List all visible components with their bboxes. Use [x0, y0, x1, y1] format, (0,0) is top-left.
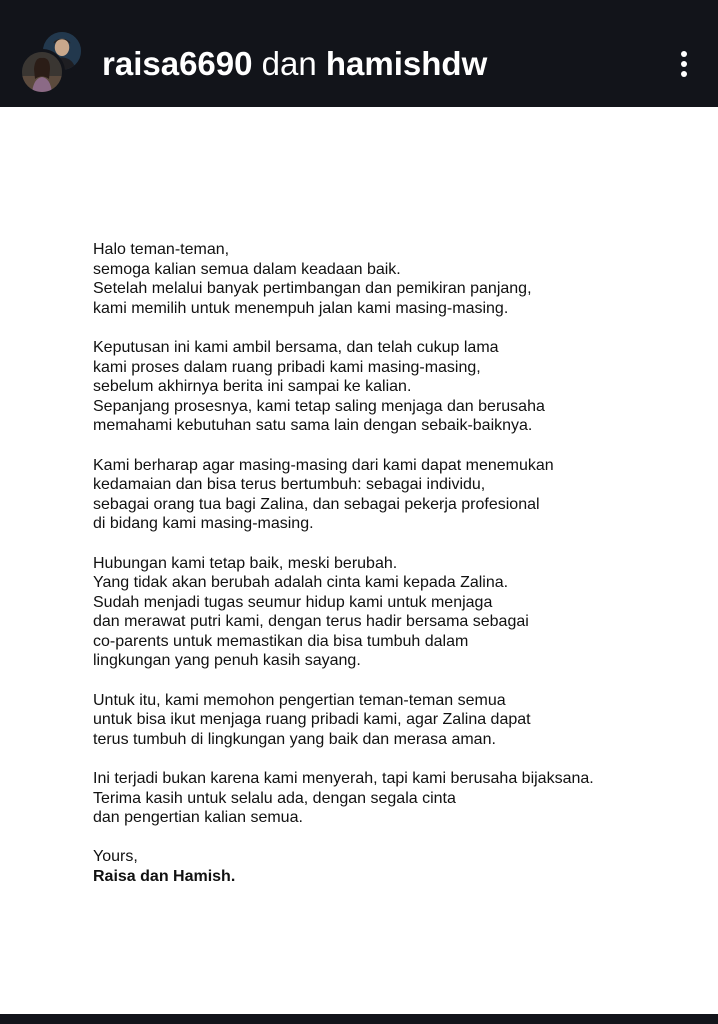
more-options-button[interactable] — [664, 44, 704, 84]
letter-line: Terima kasih untuk selalu ada, dengan segala cinta — [93, 789, 456, 807]
post-header — [0, 0, 718, 107]
letter-line: Kami berharap agar masing-masing dari kami dapat menemukan — [93, 456, 554, 474]
avatar-photo-icon — [22, 52, 62, 92]
letter-line: Keputusan ini kami ambil bersama, dan telah cukup lama — [93, 338, 499, 356]
letter-line: Halo teman-teman, — [93, 241, 230, 258]
letter-paragraph — [93, 338, 693, 436]
letter-line: untuk bisa ikut menjaga ruang pribadi kami, agar Zalina dapat — [93, 711, 531, 729]
letter-line: semoga kalian semua dalam keadaan baik. — [93, 260, 401, 278]
letter-line: terus tumbuh di lingkungan yang baik dan merasa aman. — [93, 730, 496, 748]
letter-line: Ini terjadi bukan karena kami menyerah, tapi kami berusaha bijaksana. — [93, 770, 594, 788]
avatar-raisa6690[interactable] — [19, 49, 65, 95]
letter-signature: Raisa dan Hamish. — [93, 868, 236, 885]
letter-paragraph — [93, 240, 693, 318]
letter-line: di bidang kami masing-masing. — [93, 515, 314, 533]
letter-line: co-parents untuk memastikan dia bisa tumbuh dalam — [93, 632, 469, 650]
letter-line: lingkungan yang penuh kasih sayang. — [93, 652, 361, 670]
letter-line: Untuk itu, kami memohon pengertian teman-teman semua — [93, 691, 506, 709]
post-usernames — [102, 42, 487, 86]
letter-closing: Yours, — [93, 848, 138, 866]
letter-paragraph — [93, 769, 693, 828]
letter-line: kami memilih untuk menempuh jalan kami masing-masing. — [93, 299, 509, 317]
letter-line: Sudah menjadi tugas seumur hidup kami untuk menjaga — [93, 593, 493, 611]
letter-line: sebagai orang tua bagi Zalina, dan sebagai pekerja profesional — [93, 495, 540, 513]
bottom-bar — [0, 1014, 718, 1024]
letter-line: sebelum akhirnya berita ini sampai ke kalian. — [93, 378, 412, 396]
letter-line: kami proses dalam ruang pribadi kami masing-masing, — [93, 358, 481, 376]
letter-paragraph — [93, 554, 693, 672]
username-separator: dan — [261, 45, 317, 82]
letter-line: dan pengertian kalian semua. — [93, 809, 303, 827]
username-raisa6690[interactable]: raisa6690 — [102, 45, 253, 82]
letter-paragraph — [93, 456, 693, 534]
letter-line: Sepanjang prosesnya, kami tetap saling menjaga dan berusaha — [93, 397, 545, 415]
letter-signoff — [93, 847, 693, 886]
letter-line: Setelah melalui banyak pertimbangan dan pemikiran panjang, — [93, 280, 532, 298]
letter-line: Yang tidak akan berubah adalah cinta kami kepada Zalina. — [93, 574, 509, 592]
letter-line: Hubungan kami tetap baik, meski berubah. — [93, 554, 398, 572]
letter-line: dan merawat putri kami, dengan terus hadir bersama sebagai — [93, 613, 529, 631]
letter-line: kedamaian dan bisa terus bertumbuh: sebagai individu, — [93, 476, 486, 494]
letter-line: memahami kebutuhan satu sama lain dengan sebaik-baiknya. — [93, 417, 533, 435]
letter-paragraph — [93, 691, 693, 750]
username-hamishdw[interactable]: hamishdw — [325, 45, 488, 82]
announcement-letter — [93, 240, 693, 906]
more-vertical-icon — [680, 50, 688, 78]
